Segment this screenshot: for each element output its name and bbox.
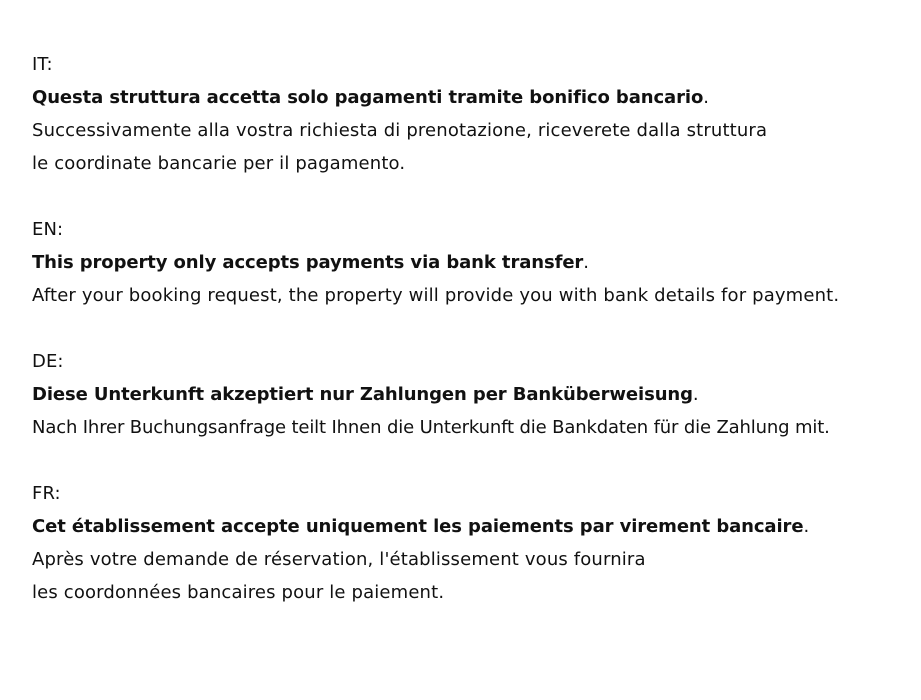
language-code-fr: FR: [32, 483, 61, 504]
headline-fr-period: . [803, 516, 810, 537]
headline-en-period: . [583, 252, 589, 273]
language-code-de: DE: [32, 351, 64, 372]
headline-fr-text: Cet établissement accepte uniquement les paiements par virement bancaire [32, 516, 804, 537]
headline-de [32, 378, 916, 411]
section-german [32, 345, 916, 444]
section-french [32, 477, 916, 609]
headline-en-text: This property only accepts payments via bank transfer [32, 252, 584, 273]
headline-de-period: . [692, 384, 699, 405]
body-line-de-1: Nach Ihrer Buchungsanfrage teilt Ihnen die Unterkunft die Bankdaten für die Zahlung mit. [32, 417, 830, 438]
payment-notice [32, 48, 916, 642]
section-english [32, 213, 916, 312]
body-line-it-2: le coordinate bancarie per il pagamento. [32, 153, 406, 174]
headline-it-period: . [703, 87, 709, 108]
headline-it-text: Questa struttura accetta solo pagamenti tramite bonifico bancario [32, 87, 704, 108]
language-code-en: EN: [32, 219, 64, 240]
headline-it [32, 81, 916, 114]
body-line-fr-2: les coordonnées bancaires pour le paiement. [32, 582, 445, 603]
language-code-it: IT: [32, 54, 53, 75]
body-line-en-1: After your booking request, the property will provide you with bank details for payment. [32, 285, 840, 306]
headline-en [32, 246, 916, 279]
section-italian [32, 48, 916, 180]
headline-de-text: Diese Unterkunft akzeptiert nur Zahlungen per Banküberweisung [32, 384, 693, 405]
headline-fr [32, 510, 916, 543]
body-line-fr-1: Après votre demande de réservation, l'établissement vous fournira [32, 549, 646, 570]
body-line-it-1: Successivamente alla vostra richiesta di prenotazione, riceverete dalla struttura [32, 120, 768, 141]
